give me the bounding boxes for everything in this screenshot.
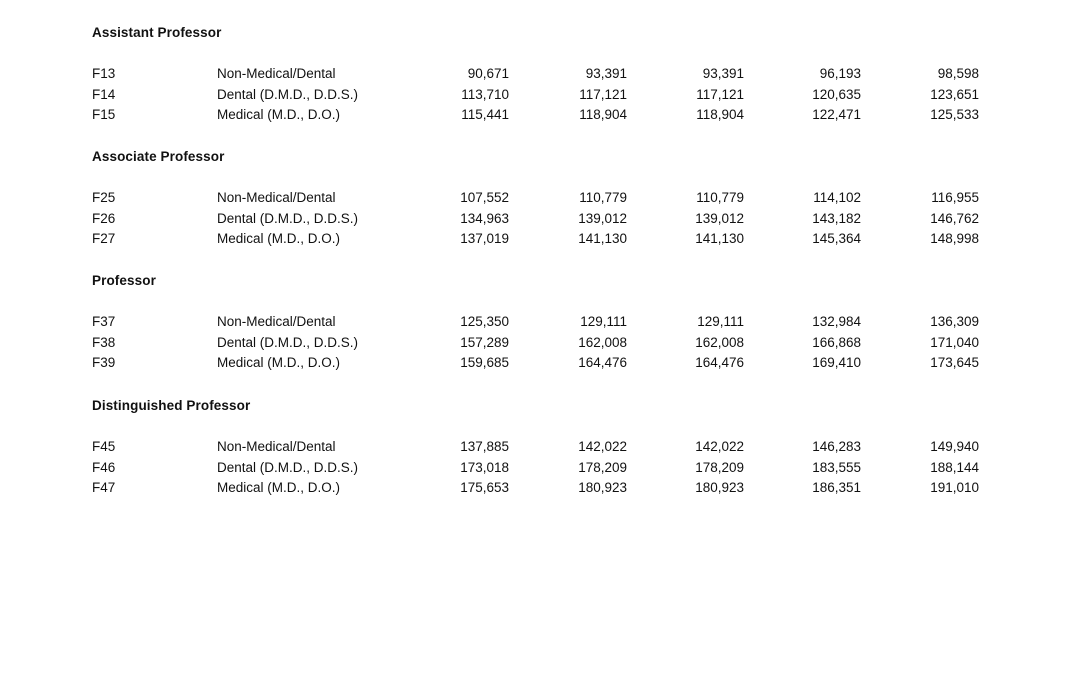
salary-value: 96,193 bbox=[819, 66, 861, 81]
salary-value: 129,111 bbox=[580, 314, 627, 329]
salary-value: 115,441 bbox=[461, 107, 509, 122]
salary-value: 93,391 bbox=[585, 66, 627, 81]
rank-code: F26 bbox=[92, 211, 116, 226]
salary-value: 90,671 bbox=[467, 66, 509, 81]
salary-value: 117,121 bbox=[579, 87, 627, 102]
rank-code: F47 bbox=[92, 480, 116, 495]
salary-value: 122,471 bbox=[812, 107, 861, 122]
salary-value: 116,955 bbox=[931, 190, 979, 205]
salary-value: 146,283 bbox=[812, 439, 861, 454]
salary-value: 110,779 bbox=[696, 190, 744, 205]
salary-value: 188,144 bbox=[930, 460, 979, 475]
salary-value: 141,130 bbox=[578, 231, 627, 246]
salary-value: 141,130 bbox=[695, 231, 744, 246]
rank-description: Medical (M.D., D.O.) bbox=[217, 355, 341, 370]
salary-value: 157,289 bbox=[460, 335, 509, 350]
table-row bbox=[0, 460, 1080, 480]
salary-value: 93,391 bbox=[702, 66, 744, 81]
salary-value: 139,012 bbox=[578, 211, 627, 226]
rank-description: Dental (D.M.D., D.D.S.) bbox=[217, 211, 359, 226]
rank-description: Medical (M.D., D.O.) bbox=[217, 107, 341, 122]
rank-description: Non-Medical/Dental bbox=[217, 66, 336, 81]
salary-value: 137,019 bbox=[460, 231, 509, 246]
table-row bbox=[0, 335, 1080, 355]
salary-value: 186,351 bbox=[812, 480, 861, 495]
salary-value: 136,309 bbox=[930, 314, 979, 329]
table-row bbox=[0, 314, 1080, 334]
table-row bbox=[0, 87, 1080, 107]
salary-value: 114,102 bbox=[813, 190, 861, 205]
rank-description: Non-Medical/Dental bbox=[217, 190, 336, 205]
salary-value: 123,651 bbox=[930, 87, 979, 102]
salary-value: 159,685 bbox=[460, 355, 509, 370]
salary-value: 178,209 bbox=[578, 460, 627, 475]
salary-value: 120,635 bbox=[812, 87, 861, 102]
table-row bbox=[0, 439, 1080, 459]
salary-value: 178,209 bbox=[695, 460, 744, 475]
rank-code: F38 bbox=[92, 335, 116, 350]
salary-value: 166,868 bbox=[812, 335, 861, 350]
rank-description: Dental (D.M.D., D.D.S.) bbox=[217, 87, 359, 102]
salary-value: 162,008 bbox=[695, 335, 744, 350]
salary-value: 134,963 bbox=[460, 211, 509, 226]
section-heading: Associate Professor bbox=[92, 149, 225, 164]
salary-value: 145,364 bbox=[812, 231, 861, 246]
table-row bbox=[0, 107, 1080, 127]
rank-description: Non-Medical/Dental bbox=[217, 314, 336, 329]
salary-value: 180,923 bbox=[695, 480, 744, 495]
table-row bbox=[0, 211, 1080, 231]
salary-value: 98,598 bbox=[937, 66, 979, 81]
salary-value: 173,018 bbox=[460, 460, 509, 475]
rank-code: F14 bbox=[92, 87, 116, 102]
salary-value: 118,904 bbox=[579, 107, 627, 122]
salary-value: 175,653 bbox=[460, 480, 509, 495]
salary-value: 107,552 bbox=[460, 190, 509, 205]
salary-value: 125,533 bbox=[930, 107, 979, 122]
section-heading: Assistant Professor bbox=[92, 25, 222, 40]
salary-value: 125,350 bbox=[460, 314, 509, 329]
salary-value: 149,940 bbox=[930, 439, 979, 454]
table-row bbox=[0, 480, 1080, 500]
salary-value: 173,645 bbox=[930, 355, 979, 370]
table-row bbox=[0, 66, 1080, 86]
salary-value: 110,779 bbox=[579, 190, 627, 205]
section-heading: Distinguished Professor bbox=[92, 398, 251, 413]
salary-value: 137,885 bbox=[460, 439, 509, 454]
rank-description: Non-Medical/Dental bbox=[217, 439, 336, 454]
salary-value: 142,022 bbox=[578, 439, 627, 454]
table-row bbox=[0, 355, 1080, 375]
salary-value: 180,923 bbox=[578, 480, 627, 495]
section-heading: Professor bbox=[92, 273, 156, 288]
salary-value: 143,182 bbox=[812, 211, 861, 226]
salary-value: 169,410 bbox=[812, 355, 861, 370]
salary-value: 162,008 bbox=[578, 335, 627, 350]
salary-value: 164,476 bbox=[695, 355, 744, 370]
salary-value: 118,904 bbox=[696, 107, 744, 122]
salary-value: 171,040 bbox=[930, 335, 979, 350]
rank-description: Dental (D.M.D., D.D.S.) bbox=[217, 335, 359, 350]
salary-value: 142,022 bbox=[695, 439, 744, 454]
rank-code: F39 bbox=[92, 355, 116, 370]
salary-value: 146,762 bbox=[930, 211, 979, 226]
rank-description: Medical (M.D., D.O.) bbox=[217, 231, 341, 246]
rank-code: F13 bbox=[92, 66, 116, 81]
rank-code: F15 bbox=[92, 107, 116, 122]
rank-code: F37 bbox=[92, 314, 116, 329]
salary-value: 117,121 bbox=[696, 87, 744, 102]
salary-value: 164,476 bbox=[578, 355, 627, 370]
salary-value: 113,710 bbox=[461, 87, 509, 102]
salary-value: 132,984 bbox=[812, 314, 861, 329]
salary-value: 191,010 bbox=[930, 480, 979, 495]
table-row bbox=[0, 231, 1080, 251]
salary-value: 129,111 bbox=[697, 314, 744, 329]
salary-value: 139,012 bbox=[695, 211, 744, 226]
table-row bbox=[0, 190, 1080, 210]
rank-description: Medical (M.D., D.O.) bbox=[217, 480, 341, 495]
rank-description: Dental (D.M.D., D.D.S.) bbox=[217, 460, 359, 475]
salary-value: 183,555 bbox=[812, 460, 861, 475]
salary-value: 148,998 bbox=[930, 231, 979, 246]
rank-code: F25 bbox=[92, 190, 116, 205]
rank-code: F27 bbox=[92, 231, 116, 246]
rank-code: F46 bbox=[92, 460, 116, 475]
rank-code: F45 bbox=[92, 439, 116, 454]
